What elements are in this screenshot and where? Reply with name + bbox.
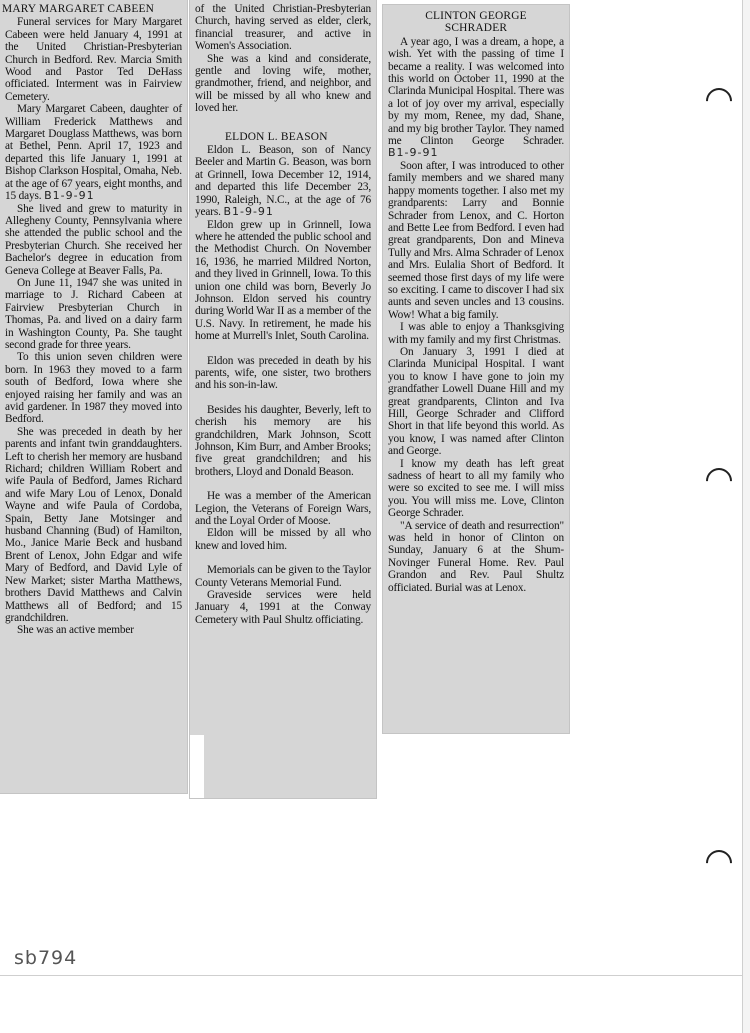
handwritten-date-annotation: B1-9-91 [223, 205, 274, 219]
obituary-paragraph: Eldon will be missed by all who knew and loved him. [195, 527, 371, 552]
obituary-paragraph: of the United Christian-Presbyterian Church, having served as elder, clerk, financial treasurer, and active in Women's Association. [195, 3, 371, 53]
obituary-headline [388, 10, 564, 35]
obituary-paragraph [388, 36, 564, 160]
clipping-cut-notch [190, 735, 204, 798]
obituary-paragraph: She was preceded in death by her parents and infant twin granddaughters. Left to cherish her memory are husband Richard; children William Robert and wife Paula of Bedford, James Richard and wife Mary Lou of Lenox, Donald Wayne and wife Paula of Cordoba, Spain, Betty Jane Motsinger and husband Channing (Bud) of Hamilton, Mo., Janice Marie Beck and husband Brent of Lenox, John Edgar and wife Mary of Bedford, and David Lyle of New Market; sister Martha Matthews, brothers David Matthews and Calvin Matthews all of Bedford; and 15 grandchildren. [5, 425, 182, 624]
headline-line: SCHRADER [444, 22, 508, 35]
headline-line: CLINTON GEORGE [425, 10, 527, 22]
obituary-paragraph: Funeral services for Mary Margaret Cabeen were held January 4, 1991 at the United Christian-Presbyterian Church in Bedford. Rev. Marcia Smith Wood and Pastor Ted DeHass officiated. Interment was in Fairview Cemetery. [5, 16, 182, 103]
obituary-paragraph: She was an active member [17, 624, 134, 637]
obituary-paragraph: I know my death has left great sadness of heart to all my family who were so excited to see me. I will miss you. You will miss me. Love, Clinton George Schrader. [388, 457, 564, 520]
obituary-headline: MARY MARGARET CABEEN [2, 3, 155, 15]
paragraph-text: Eldon L. Beason, son of Nancy Beeler and Martin G. Beason, was born at Grinnell, Iowa December 12, 1914, and departed this life December 23, 1990, Raleigh, N.C., at the age of 76 years. [195, 144, 371, 219]
scan-edge [742, 0, 750, 1033]
obituary-paragraph: On June 11, 1947 she was united in marriage to J. Richard Cabeen at Fairview Presbyterian Church in Thomas, Pa. and lived on a dairy farm in Washington County, Pa. She taught second grade for three years. [5, 276, 182, 351]
binder-hole-icon [701, 83, 738, 120]
obituary-clipping-beason [190, 0, 376, 798]
obituary-paragraph [195, 144, 371, 218]
obituary-paragraph: "A service of death and resurrection" was held in honor of Clinton on Sunday, January 6 at the Shum-Novinger Funeral Home. Rev. Paul Grandon and Rev. Paul Shultz officiated. Burial was at Lenox. [388, 519, 564, 594]
obituary-paragraph: He was a member of the American Legion, the Veterans of Foreign Wars, and the Loyal Order of Moose. [195, 490, 371, 528]
obituary-paragraph: Graveside services were held January 4, 1991 at the Conway Cemetery with Paul Shultz officiating. [195, 589, 371, 626]
binder-hole-icon [701, 845, 738, 882]
handwritten-date-annotation: B1-9-91 [388, 146, 439, 160]
obituary-paragraph: Eldon was preceded in death by his parents, wife, one sister, two brothers and his son-in-law. [195, 354, 371, 392]
page-bottom-edge [0, 975, 742, 976]
obituary-paragraph: On January 3, 1991 I died at Clarinda Municipal Hospital. I want you to know I have gone to join my grandfather Lowell Duane Hill and my great grandparents, Clinton and Iva Hill, George Schrader and Clifford Short in that life beyond this world. As you know, I was named after Clinton and George. [388, 345, 564, 458]
obituary-paragraph: She lived and grew to maturity in Allegheny County, Pennsylvania where she attended the public school and the Presbyterian Church. She received her Bachelor's degree in education from Geneva College at Beaver Falls, Pa. [5, 202, 182, 277]
handwritten-date-annotation: B1-9-91 [44, 189, 95, 203]
obituary-headline: ELDON L. BEASON [225, 130, 328, 143]
obituary-paragraph: Memorials can be given to the Taylor County Veterans Memorial Fund. [195, 564, 371, 589]
paragraph-text: Mary Margaret Cabeen, daughter of William Frederick Matthews and Margaret Douglass Matthews, was born at Bethel, Penn. April 17, 1923 and departed this life January 1, 1991 at Bishop Clarkson Hospital, Omaha, Neb. at the age of 67 years, eight months, and 15 days. [5, 103, 182, 203]
binder-hole-icon [701, 463, 738, 500]
obituary-paragraph: Soon after, I was introduced to other family members and we shared many happy moments together. I also met my grandparents: Larry and Bonnie Schrader from Lenox, and C. Horton and Bette Lee from Bedford. I even had great grandparents, Don and Mineva Tully and Mrs. Alma Schrader of Lenox and Mrs. Eulalia Short of Bedford. It seemed those first days of my life were so exciting. I came to discover I had six aunts and seven uncles and 13 cousins. Wow! What a big family. [388, 159, 564, 321]
paragraph-text: A year ago, I was a dream, a hope, a wish. Yet with the passing of time I became a reality. I was welcomed into this world on October 11, 1990 at the Clarinda Municipal Hospital. There was a lot of joy over my arrival, especially by my mom, Renee, my dad, Shane, and my big brother Taylor. They named me Clinton George Schrader. [388, 35, 564, 148]
obituary-clipping-schrader [383, 5, 569, 733]
obituary-paragraph: I was able to enjoy a Thanksgiving with my family and my first Christmas. [388, 321, 564, 346]
obituary-paragraph: Besides his daughter, Beverly, left to cherish his memory are his grandchildren, Mark Johnson, Scott Johnson, Kim Burr, and Amber Brooks; five great grandchildren; and his brothers, Lloyd and Donald Beason. [195, 403, 371, 478]
handwritten-page-label: sb794 [14, 947, 78, 969]
obituary-paragraph: She was a kind and considerate, gentle and loving wife, mother, grandmother, friend, and neighbor, and will be missed by all who knew and loved her. [195, 52, 371, 115]
obituary-paragraph: To this union seven children were born. In 1963 they moved to a farm south of Bedford, Iowa where she enjoyed raising her family and was an avid gardener. In 1987 they moved into Bedford. [5, 351, 182, 426]
obituary-clipping-cabeen [0, 0, 187, 793]
spacer [195, 115, 371, 127]
obituary-paragraph: Eldon grew up in Grinnell, Iowa where he attended the public school and the Methodist Church. On November 16, 1936, he married Mildred Norton, and they lived in Grinnell, Iowa. To this union one child was born, Beverly Jo Johnson. Eldon served his country during World War II as a member of the U.S. Navy. In retirement, he made his home at Murrell's Inlet, South Carolina. [195, 218, 371, 343]
obituary-paragraph [5, 103, 182, 202]
